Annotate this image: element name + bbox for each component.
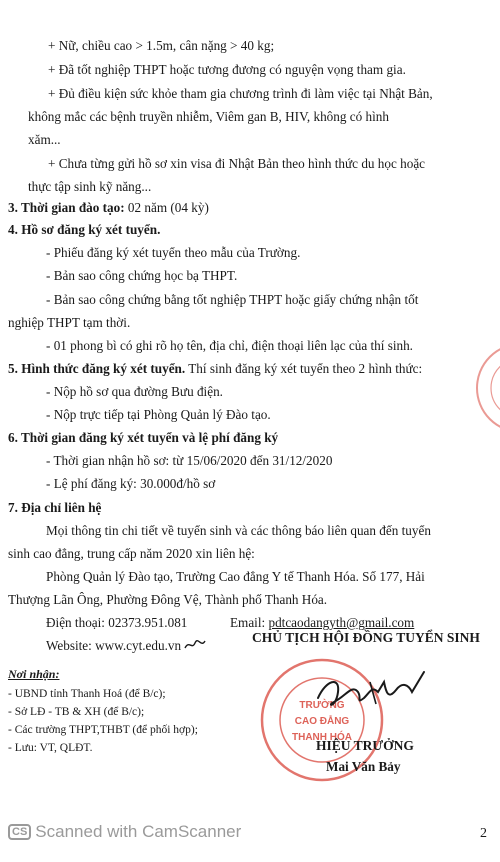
scanner-watermark: [8, 822, 241, 842]
section-4-item-3b: nghiệp THPT tạm thời.: [8, 315, 131, 330]
seal-line-1: TRƯỜNG: [299, 700, 345, 711]
section-5: [8, 361, 422, 377]
req-female: + Nữ, chiều cao > 1.5m, cân nặng > 40 kg;: [48, 38, 275, 53]
email-line: [230, 615, 414, 631]
section-4-item-1: - Phiếu đăng ký xét tuyển theo mẫu của Trường.: [46, 245, 301, 260]
section-4-heading: 4. Hồ sơ đăng ký xét tuyển.: [8, 222, 161, 237]
initial-scribble-icon: [183, 638, 207, 652]
scanner-text: Scanned with CamScanner: [35, 822, 242, 841]
section-5-item-2: - Nộp trực tiếp tại Phòng Quản lý Đào tạo.: [46, 407, 271, 422]
req-visa-2: thực tập sinh kỹ năng...: [28, 179, 152, 194]
section-4-item-3a: - Bản sao công chứng bằng tốt nghiệp THPT hoặc giấy chứng nhận tốt: [46, 292, 419, 307]
camscanner-logo-icon: CS: [8, 824, 31, 840]
section-7-p1-a: Mọi thông tin chi tiết về tuyển sinh và các thông báo liên quan đến tuyển: [46, 523, 431, 538]
recipient-3: - Các trường THPT,THBT (để phối hợp);: [8, 724, 198, 736]
section-3-value: 02 năm (04 kỳ): [124, 200, 209, 215]
signature-name: Mai Văn Bảy: [326, 759, 401, 774]
section-3-heading: 3. Thời gian đào tạo:: [8, 200, 125, 215]
section-5-intro: Thí sinh đăng ký xét tuyển theo 2 hình thức:: [185, 361, 423, 376]
email-label: Email:: [230, 615, 269, 630]
req-health-3: xăm...: [28, 132, 61, 147]
section-6-item-2: - Lệ phí đăng ký: 30.000đ/hồ sơ: [46, 476, 216, 491]
req-graduated: + Đã tốt nghiệp THPT hoặc tương đương có nguyện vọng tham gia.: [48, 62, 406, 77]
recipient-1: - UBND tỉnh Thanh Hoá (để B/c);: [8, 688, 166, 700]
section-4-item-4: - 01 phong bì có ghi rõ họ tên, địa chỉ, điện thoại liên lạc của thí sinh.: [46, 338, 413, 353]
section-3: [8, 200, 209, 216]
phone-line: Điện thoại: 02373.951.081: [46, 615, 188, 630]
recipient-4: - Lưu: VT, QLĐT.: [8, 742, 93, 754]
section-7-p2-b: Thượng Lãn Ông, Phường Đông Vệ, Thành phố Thanh Hóa.: [8, 592, 328, 607]
seal-line-2: CAO ĐẲNG: [294, 716, 350, 727]
section-5-item-1: - Nộp hồ sơ qua đường Bưu điện.: [46, 384, 223, 399]
website-link[interactable]: Website: www.cyt.edu.vn: [46, 638, 182, 653]
req-health-2: không mắc các bệnh truyền nhiễm, Viêm gan B, HIV, không có hình: [28, 109, 389, 124]
page-number: 2: [480, 826, 487, 841]
seal-line-3: THANH HÓA: [292, 732, 352, 743]
recipients-heading: Nơi nhận:: [8, 667, 60, 681]
signature-position: HIỆU TRƯỞNG: [316, 738, 414, 753]
section-4-item-2: - Bản sao công chứng học bạ THPT.: [46, 268, 238, 283]
signature-title: CHỦ TỊCH HỘI ĐỒNG TUYỂN SINH: [252, 630, 480, 645]
section-7-p2-a: Phòng Quản lý Đào tạo, Trường Cao đẳng Y tế Thanh Hóa. Số 177, Hải: [46, 569, 425, 584]
email-link[interactable]: pdtcaodangyth@gmail.com: [268, 615, 415, 630]
website-line: [46, 638, 207, 654]
section-5-heading: 5. Hình thức đăng ký xét tuyển.: [8, 361, 186, 376]
partial-seal-icon: [463, 340, 500, 436]
section-7-p1-b: sinh cao đẳng, trung cấp năm 2020 xin liên hệ:: [8, 546, 255, 561]
section-6-item-1: - Thời gian nhận hồ sơ: từ 15/06/2020 đến 31/12/2020: [46, 453, 333, 468]
section-7-heading: 7. Địa chỉ liên hệ: [8, 500, 102, 515]
recipient-2: - Sở LĐ - TB & XH (để B/c);: [8, 706, 145, 718]
req-health-1: + Đủ điều kiện sức khỏe tham gia chương trình đi làm việc tại Nhật Bản,: [48, 86, 433, 101]
req-visa-1: + Chưa từng gửi hồ sơ xin visa đi Nhật Bản theo hình thức du học hoặc: [48, 156, 426, 171]
section-6-heading: 6. Thời gian đăng ký xét tuyển và lệ phí đăng ký: [8, 430, 279, 445]
handwritten-signature: [312, 662, 432, 718]
